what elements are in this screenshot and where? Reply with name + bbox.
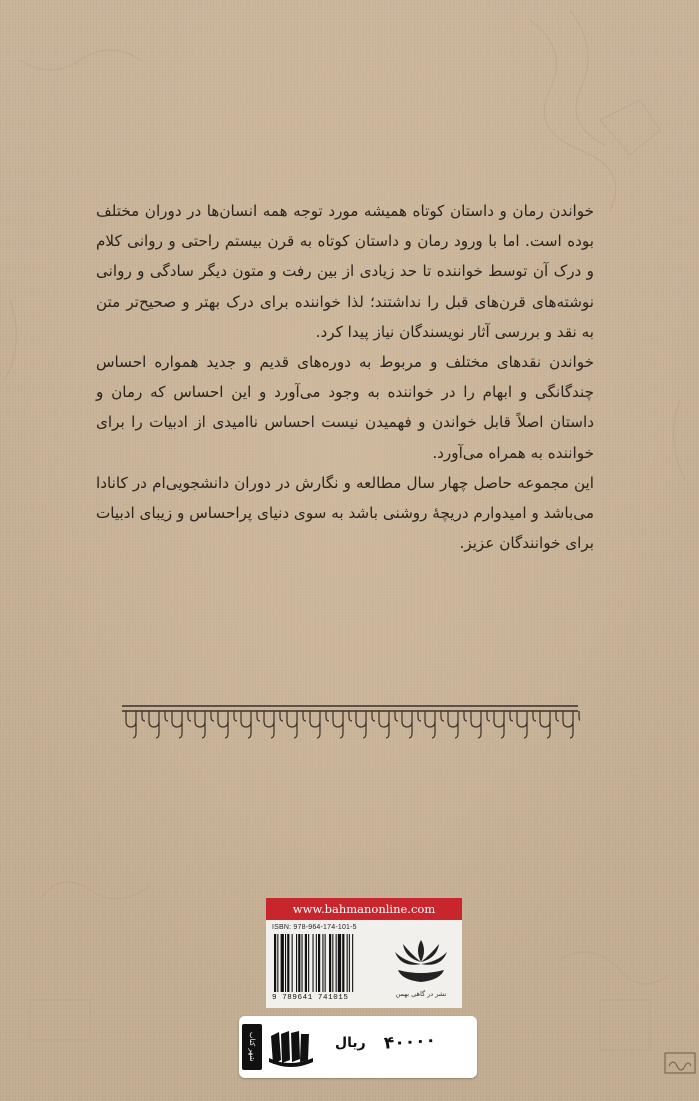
blurb-paragraph-1: خواندن رمان و داستان کوتاه همیشه مورد توجه همه انسان‌ها در دوران مختلف بوده است. اما با ورود رمان و داستان کوتاه به قرن بیستم راحتی و روانی کلام و درک آن توسط خواننده تا حد زیادی از بین رفت و متون دیگر سادگی و روانی نوشته‌های قرن‌های قبل را نداشتند؛ لذا خواننده برای درک بهتر و صحیح‌تر متن به نقد و بررسی آثار نویسندگان نیاز پیدا کرد. — [96, 202, 594, 341]
bookstore-logo-icon — [267, 1028, 315, 1068]
barcode-digits: 9 789641 741015 — [272, 994, 349, 1002]
blurb-paragraph-2: خواندن نقدهای مختلف و مربوط به دوره‌های قدیم و جدید همواره احساس چندگانگی و ابهام را در خواننده به وجود می‌آورد و این احساس که رمان و داستان اصلاً قابل خواندن و فهمیدن نیست احساس ناامیدی از ادبیات را برای خواننده به همراه می‌آورد. — [96, 353, 594, 462]
publisher-website: www.bahmanonline.com — [266, 898, 462, 920]
blurb-paragraph-3: این مجموعه حاصل چهار سال مطالعه و نگارش در دوران دانشجویی‌ام در کانادا می‌باشد و امیدوارم دریچهٔ روشنی باشد به سوی دنیای پراحساس و زیبای ادبیات برای خوانندگان عزیز. — [96, 473, 594, 553]
price-sticker — [239, 1016, 477, 1078]
barcode-panel — [266, 898, 462, 1008]
isbn-label: ISBN: 978-964-174-101-5 — [272, 924, 357, 931]
publisher-logo-icon — [386, 932, 456, 988]
blurb-text — [96, 196, 594, 558]
barcode — [272, 934, 384, 994]
publisher-name: نشر در گاهی بهمن — [395, 990, 447, 998]
corner-stamp-icon — [664, 1052, 696, 1074]
decorative-border-ornament — [120, 700, 580, 746]
price-amount: ۴۰۰۰۰ — [383, 1030, 437, 1054]
sticker-brand: شهر کتاب — [248, 1032, 256, 1062]
price-currency: ریال — [335, 1035, 366, 1051]
